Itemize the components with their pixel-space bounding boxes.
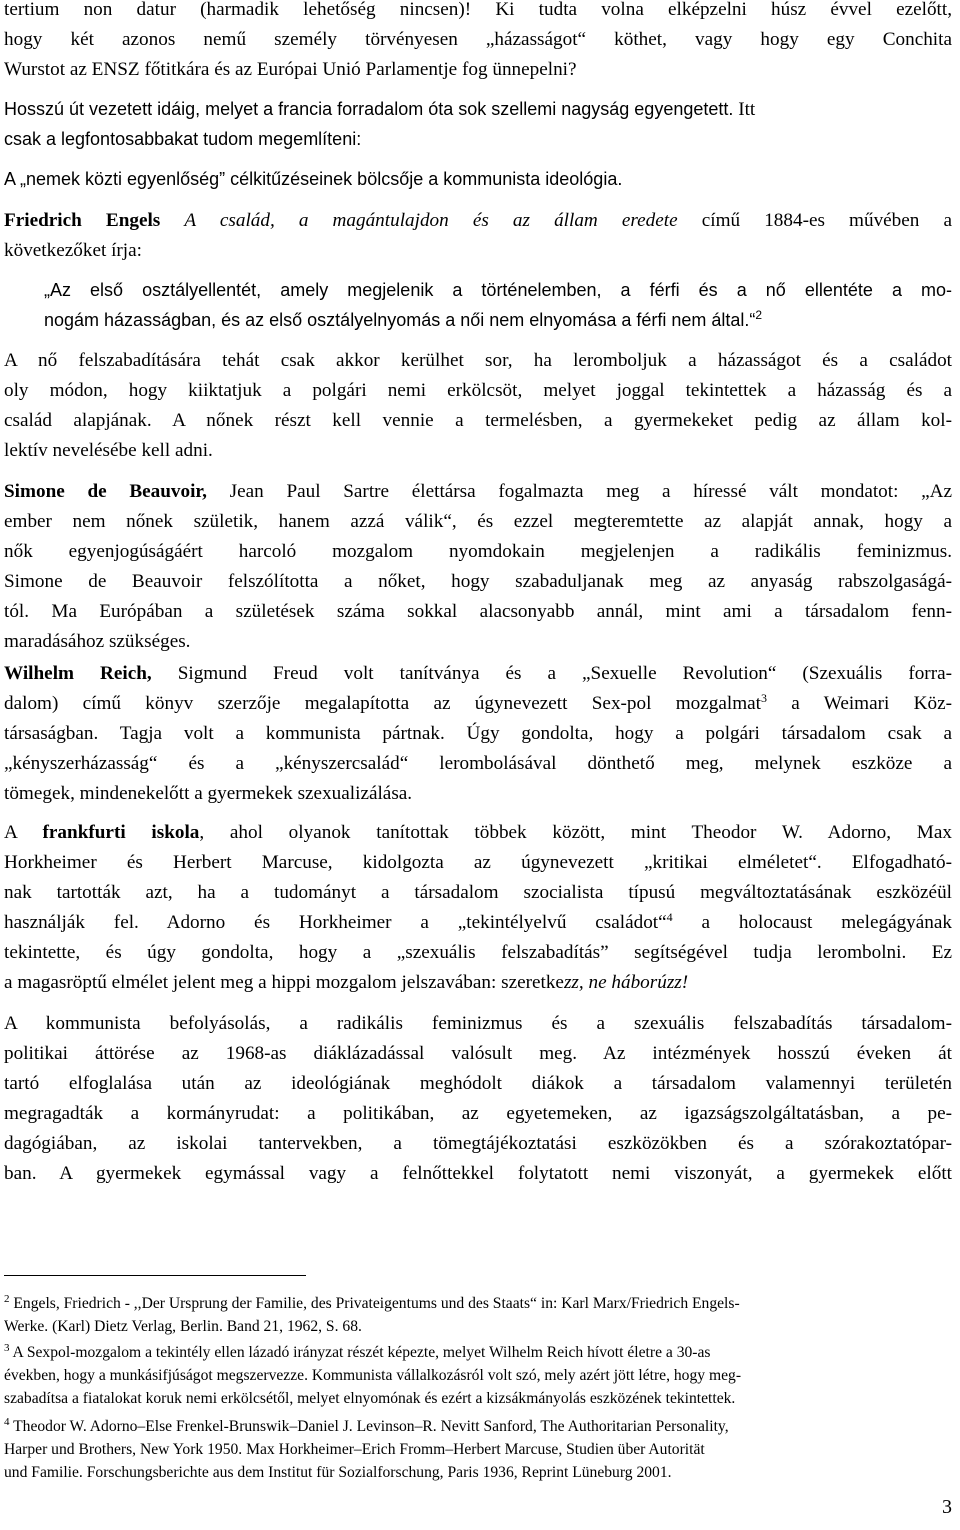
body-text-line: család alapjának. A nőnek részt kell vennie a termelésben, a gyermekeket pedig az állam kol-: [4, 410, 952, 431]
body-text-line: [4, 660, 952, 687]
footnote-number: 3: [4, 1342, 10, 1354]
body-text-line: [4, 819, 952, 846]
body-text-line: társaságban. Tagja volt a kommunista pártnak. Úgy gondolta, hogy a polgári társadalom csak a: [4, 723, 952, 744]
footnote-line: und Familie. Forschungsberichte aus dem Institut für Sozialforschung, Paris 1936, Reprint Lüneburg 2001.: [4, 1464, 672, 1481]
footnote-ref: 2: [755, 308, 763, 322]
page-number: 3: [942, 1496, 952, 1518]
body-text-line: megragadták a kormányrudat: a politikában, az egyetemeken, az igazságszolgáltatásban, a pe-: [4, 1103, 952, 1124]
body-text-line: [4, 207, 952, 234]
footnote-text: A Sexpol-mozgalom a tekintély ellen lázadó irányzat részét képezte, melyet Wilhelm Reich hívott életre a 30-as: [9, 1344, 711, 1361]
serif-text: , ahol olyanok tanítottak többek között, mint Theodor W. Adorno, Max: [199, 822, 952, 843]
serif-text: A: [4, 822, 43, 843]
serif-text: Itt: [738, 99, 756, 120]
quote-line: „Az első osztályellentét, amely megjelenik a történelemben, a férfi és a nő ellentéte a mo-: [44, 280, 952, 300]
author-name: Wilhelm Reich,: [4, 663, 152, 684]
body-text-line: tól. Ma Európában a születések száma sokkal alacsonyabb annál, mint ami a társadalom fenn-: [4, 601, 952, 622]
body-text-line: „kényszerházasság“ és a „kényszercsalád“ lerombolásával dönthető meg, melynek eszköze a: [4, 753, 952, 774]
body-text-line: következőket írja:: [4, 240, 142, 261]
footnote-line: Harper und Brothers, New York 1950. Max Horkheimer–Erich Fromm–Herbert Marcuse, Studien über Autorität: [4, 1441, 705, 1458]
body-text-line: tertium non datur (harmadik lehetőség nincsen)! Ki tudta volna elképzelni húsz évvel ezelőtt,: [4, 0, 952, 20]
footnote-number: 4: [4, 1416, 10, 1428]
body-text-line: [4, 690, 952, 717]
quote-line: [44, 307, 952, 334]
footnote-text: Engels, Friedrich - ,,Der Ursprung der Familie, des Privateigentums und des Staats“ in: Karl Marx/Friedrich Engels-: [9, 1295, 740, 1312]
body-text-line: hogy két azonos nemű személy törvényesen „házasságot“ köthet, vagy hogy egy Conchita: [4, 29, 952, 50]
body-text-line: [4, 96, 952, 123]
footnote-line: [4, 1415, 954, 1438]
serif-text: Sigmund Freud volt tanítványa és a „Sexuelle Revolution“ (Szexuális forra-: [151, 663, 952, 684]
body-text-line: A nő felszabadítására tehát csak akkor kerülhet sor, ha leromboljuk a házasságot és a családot: [4, 350, 952, 371]
footnote-line: [4, 1341, 954, 1364]
footnote-line: években, hogy a munkásifjúságot megszervezze. Kommunista vállalkozásról volt szó, mely azért jött létre, hogy meg-: [4, 1367, 742, 1384]
author-name: Friedrich Engels: [4, 210, 161, 231]
body-text-line: ember nem nőnek születik, hanem azzá válik“, és ezzel megteremtette az alapját annak, hogy a: [4, 511, 952, 532]
body-text-line: [4, 909, 952, 936]
footnote-line: [4, 1292, 954, 1315]
sans-text: Hosszú út vezetett idáig, melyet a francia forradalom óta sok szellemi nagyság egyengetett.: [4, 99, 734, 119]
footnote-ref: 4: [666, 910, 673, 924]
body-text-line: nak tartották azt, ha a tudományt a társadalom szocialista típusú megváltoztatásának eszközéül: [4, 882, 952, 903]
body-text-line: dagógiában, az iskolai tantervekben, a tömegtájékoztatási eszközökben és a szórakoztatópar-: [4, 1133, 952, 1154]
body-text-line: ban. A gyermekek egymással vagy a felnőttekkel folytatott nemi viszonyát, a gyermekek előtt: [4, 1163, 952, 1184]
body-text-line: tartó elfoglalása után az ideológiának meghódolt diákok a társadalom valamennyi területén: [4, 1073, 952, 1094]
body-text-line: nők egyenjogúságáért harcoló mozgalom nyomdokain megjelenjen a radikális feminizmus.: [4, 541, 952, 562]
slogan: zz, ne háborúzz!: [563, 972, 689, 993]
serif-text: a holocaust melegágyának: [672, 912, 952, 933]
body-text-line: lektív nevelésébe kell adni.: [4, 440, 213, 461]
body-text-line: Wurstot az ENSZ főtitkára és az Európai Unió Parlamentje fog ünnepelni?: [4, 59, 577, 80]
serif-text: Jean Paul Sartre élettársa fogalmazta meg a híressé vált mondatot: „Az: [206, 481, 952, 502]
sans-text: csak a legfontosabbakat tudom megemlíteni:: [4, 129, 362, 149]
serif-text: a magasröptű elmélet jelent meg a hippi mozgalom jelszavában: szeretke: [4, 972, 564, 993]
body-text-line: Simone de Beauvoir felszólította a nőket, hogy szabaduljanak meg az anyaság rabszolgaságá-: [4, 571, 952, 592]
body-text-line: [4, 126, 952, 153]
body-text-line: tekintette, és úgy gondolta, hogy a „szexuális felszabadítás” segítségével tudja lerombolni. Ez: [4, 942, 952, 963]
body-text-line: [4, 166, 952, 193]
footnote-number: 2: [4, 1293, 10, 1305]
serif-text: dalom) című könyv szerzője megalapította az úgynevezett Sex-pol mozgalmat: [4, 693, 761, 714]
footnote-line: szabadítsa a fiatalokat koruk nemi erkölcsétől, melyet elnyomónak és ezért a kizsákmányolás eszközének tekintettek.: [4, 1390, 736, 1407]
body-text-line: A kommunista befolyásolás, a radikális feminizmus és a szexuális felszabadítás társadalom-: [4, 1013, 952, 1034]
body-text-line: [4, 969, 952, 996]
author-name: Simone de Beauvoir,: [4, 481, 207, 502]
quote-text: nogám házasságban, és az első osztályelnyomás a női nem elnyomása a férfi nem által.“: [44, 310, 756, 330]
footnote-ref: 3: [761, 691, 767, 705]
body-text-line: tömegek, mindenekelőtt a gyermekek szexualizálása.: [4, 783, 413, 804]
body-text-line: oly módon, hogy kiiktatjuk a polgári nemi erkölcsöt, melyet joggal tekintettek a házasság és a: [4, 380, 952, 401]
body-text-line: [4, 478, 952, 505]
school-name: frankfurti iskola: [42, 822, 200, 843]
serif-text: című 1884-es művében a: [677, 210, 953, 231]
body-text-line: politikai áttörése az 1968-as diáklázadással valósult meg. Az intézmények hosszú éveken át: [4, 1043, 952, 1064]
footnote-separator: [4, 1275, 306, 1276]
serif-text: a Weimari Köz-: [767, 693, 952, 714]
body-text-line: Horkheimer és Herbert Marcuse, kidolgozta az úgynevezett „kritikai elméletet“. Elfogadható-: [4, 852, 952, 873]
sans-text: A „nemek közti egyenlőség” célkitűzéseinek bölcsője a kommunista ideológia.: [4, 169, 623, 189]
footnote-text: Theodor W. Adorno–Else Frenkel-Brunswik–Daniel J. Levinson–R. Nevitt Sanford, The Authoritarian Personality,: [9, 1418, 729, 1435]
serif-text: használják fel. Adorno és Horkheimer a „tekintélyelvű családot“: [4, 912, 667, 933]
book-title: A család, a magántulajdon és az állam eredete: [184, 210, 678, 231]
body-text-line: maradásához szükséges.: [4, 631, 191, 652]
footnote-line: Werke. (Karl) Dietz Verlag, Berlin. Band 21, 1962, S. 68.: [4, 1318, 362, 1335]
